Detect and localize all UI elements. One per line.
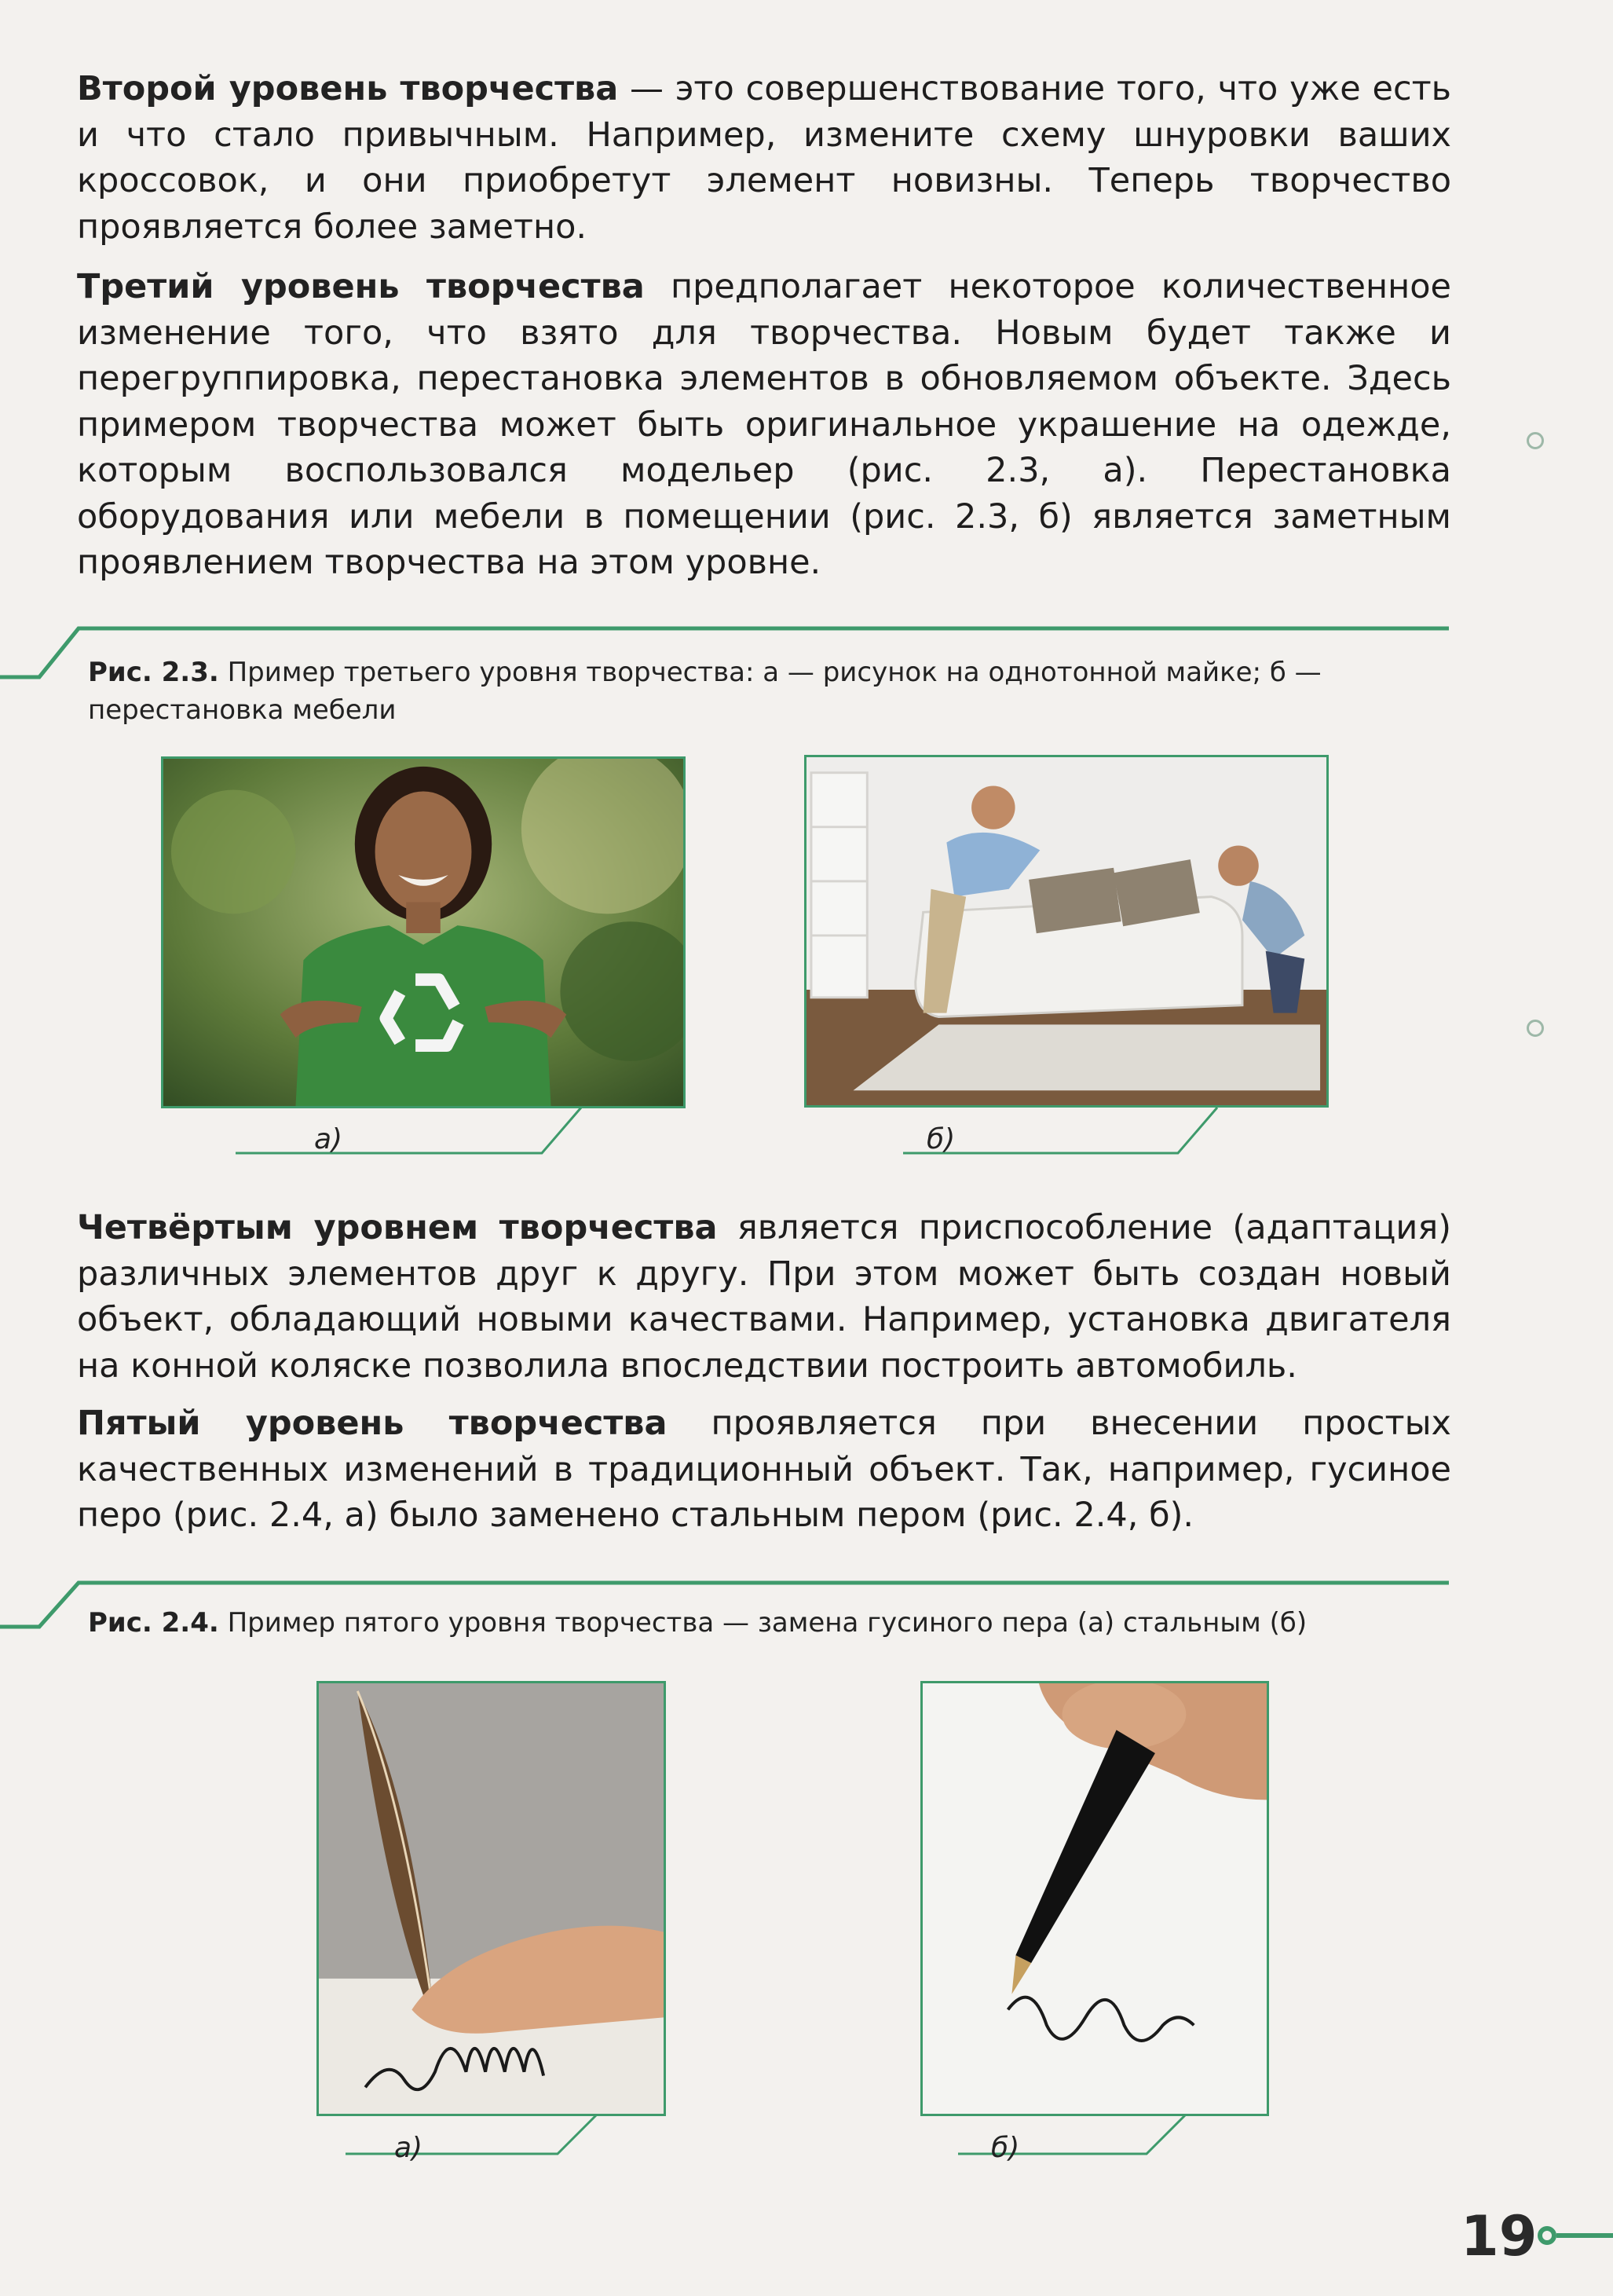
figure-2-3-label-b: б)	[927, 1123, 956, 1155]
paragraph-text: предполагает некоторое количественное изменение того, что взято для творчества. Новым будет также и перегруппировка, перестановка элементов в обновляемом объекте. Здесь примером творчества может быть оригинальное украшение на одежде, которым воспользовался модельер (рис. 2.3, а). Перестановка оборудования или мебели в помещении (рис. 2.3, б) является заметным проявлением творчества на этом уровне.	[77, 267, 1451, 582]
margin-marker	[1527, 432, 1544, 449]
figure-2-3-caption	[88, 654, 1447, 729]
photo-moving-sofa	[804, 755, 1329, 1108]
label-b-pointer	[903, 1106, 1280, 1169]
paragraph-fifth-level	[77, 1401, 1451, 1539]
term-fifth-level: Пятый уровень творчества	[77, 1404, 668, 1443]
paragraph-text: — это совершенствование того, что уже есть и что стало привычным. Например, измените схему шнуровки ваших кроссовок, и они приобретут элемент новизны. Теперь творчество проявляется более заметно.	[77, 69, 1451, 247]
term-fourth-level: Четвёртым уровнем творчества	[77, 1208, 718, 1247]
margin-marker	[1527, 1020, 1544, 1037]
figure-2-4-label-b: б)	[991, 2132, 1020, 2164]
figure-2-4-label-a: а)	[394, 2132, 423, 2164]
paragraph-text: является приспособление (адаптация) различных элементов друг к другу. При этом может быть создан новый объект, обладающий новыми качествами. Например, установка двигателя на конной коляске позволила впоследствии построить автомобиль.	[77, 1208, 1451, 1386]
photo-fountain-pen	[920, 1681, 1269, 2116]
caption-text: Пример пятого уровня творчества — замена гусиного пера (а) стальным (б)	[218, 1607, 1308, 1639]
paragraph-second-level	[77, 66, 1451, 250]
photo-recycle-tshirt	[161, 756, 686, 1108]
label-a-pointer	[236, 1106, 613, 1169]
page-number-line	[1556, 2233, 1613, 2238]
page-number-marker	[1538, 2226, 1556, 2245]
figure-2-3-label-a: а)	[314, 1123, 343, 1155]
figure-2-4-caption	[88, 1604, 1447, 1642]
caption-text: Пример третьего уровня творчества: а — рисунок на однотонной майке; б — перестановка мебели	[88, 657, 1322, 726]
paragraph-third-level	[77, 264, 1451, 586]
caption-number: Рис. 2.3.	[88, 657, 219, 688]
label-a-pointer	[346, 2113, 628, 2168]
photo-quill-pen	[316, 1681, 666, 2116]
paragraph-fourth-level	[77, 1205, 1451, 1389]
term-second-level: Второй уровень творчества	[77, 69, 619, 108]
term-third-level: Третий уровень творчества	[77, 267, 645, 306]
paragraph-text: проявляется при внесении простых качественных изменений в традиционный объект. Так, например, гусиное перо (рис. 2.4, а) было заменено стальным пером (рис. 2.4, б).	[77, 1404, 1451, 1535]
page-number: 19	[1461, 2204, 1538, 2269]
caption-number: Рис. 2.4.	[88, 1607, 219, 1639]
